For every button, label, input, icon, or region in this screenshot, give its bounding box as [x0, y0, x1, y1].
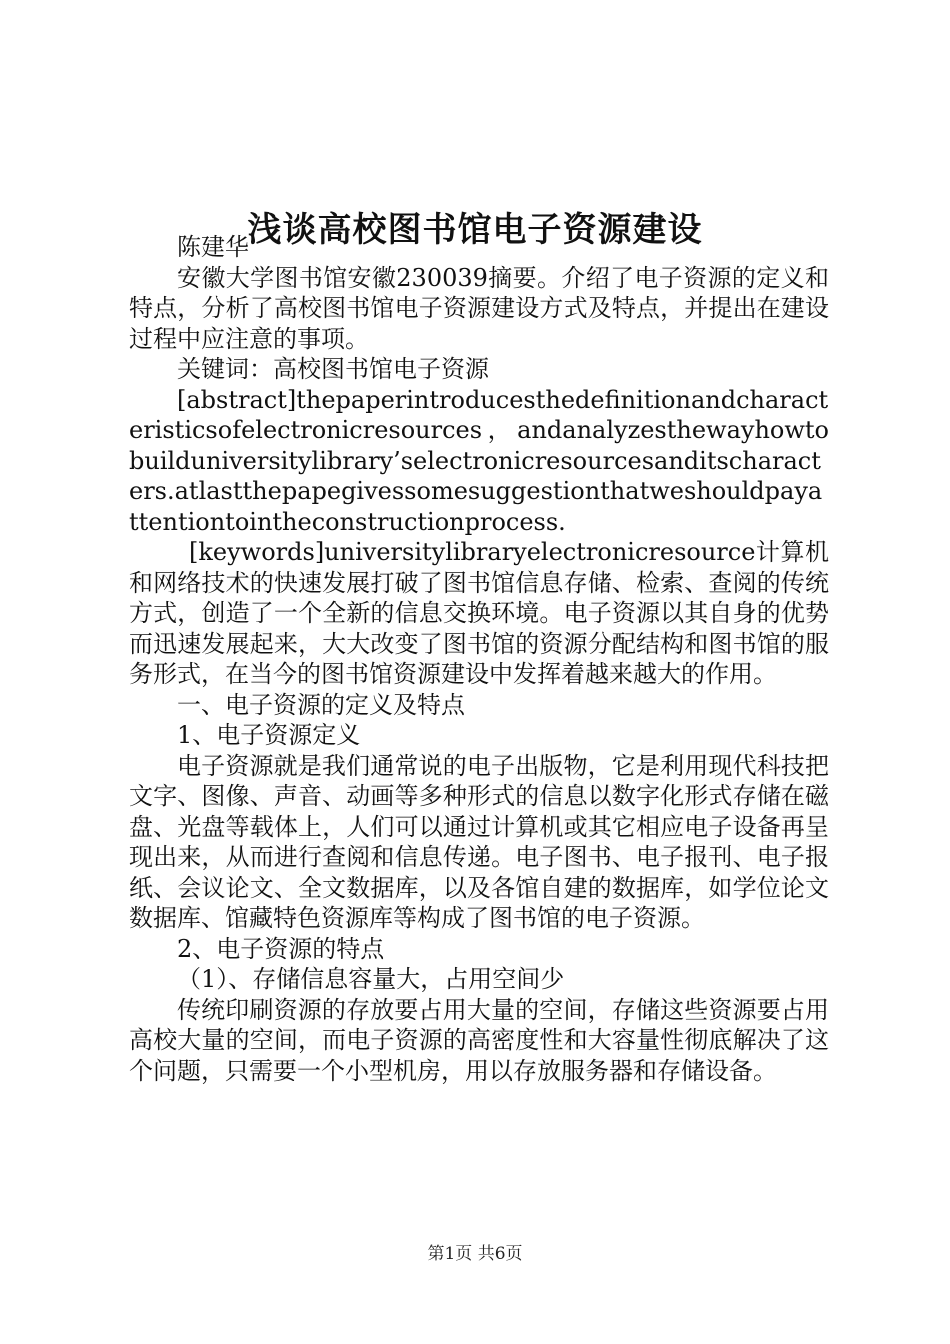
author-name: 陈建华	[177, 233, 249, 261]
feature-paragraph-1: 传统印刷资源的存放要占用大量的空间，存储这些资源要占用高校大量的空间，而电子资源的高密度性和大容量性彻底解决了这个问题，只需要一个小型机房，用以存放服务器和存储设备。	[129, 995, 829, 1085]
document-title: 浅谈高校图书馆电子资源建设	[247, 209, 703, 250]
document-body	[129, 232, 829, 1086]
subsection-heading-1: 1、电子资源定义	[177, 721, 361, 749]
abstract-cn: 安徽大学图书馆安徽230039摘要。介绍了电子资源的定义和特点，分析了高校图书馆电子资源建设方式及特点，并提出在建设过程中应注意的事项。	[129, 263, 829, 353]
abstract-en: [abstract]thepaperintroducesthedefinitionandcharacteristicsofelectronicresources，andanalyzesthewayhowtobuilduniversitylibrary’selectronicresourcesanditscharacters.atlastthepapegivessomesuggestionthatweshouldpayattentiontointheconstructionprocess.	[129, 385, 829, 536]
definition-paragraph: 电子资源就是我们通常说的电子出版物，它是利用现代科技把文字、图像、声音、动画等多种形式的信息以数字化形式存储在磁盘、光盘等载体上，人们可以通过计算机或其它相应电子设备再呈现出来，从而进行查阅和信息传递。电子图书、电子报刊、电子报纸、会议论文、全文数据库，以及各馆自建的数据库，如学位论文数据库、馆藏特色资源库等构成了图书馆的电子资源。	[129, 751, 829, 932]
page-footer: 第1页 共6页	[427, 1244, 523, 1264]
keywords-cn: 关键词：高校图书馆电子资源	[177, 355, 489, 383]
keywords-en-intro: [keywords]universitylibraryelectronicresource计算机和网络技术的快速发展打破了图书馆信息存储、检索、查阅的传统方式，创造了一个全新的信息交换环境。电子资源以其自身的优势而迅速发展起来，大大改变了图书馆的资源分配结构和图书馆的服务形式，在当今的图书馆资源建设中发挥着越来越大的作用。	[129, 538, 829, 688]
feature-heading-1: （1）、存储信息容量大，占用空间少	[177, 965, 565, 993]
subsection-heading-2: 2、电子资源的特点	[177, 934, 385, 963]
section-heading-1: 一、电子资源的定义及特点	[177, 690, 465, 719]
